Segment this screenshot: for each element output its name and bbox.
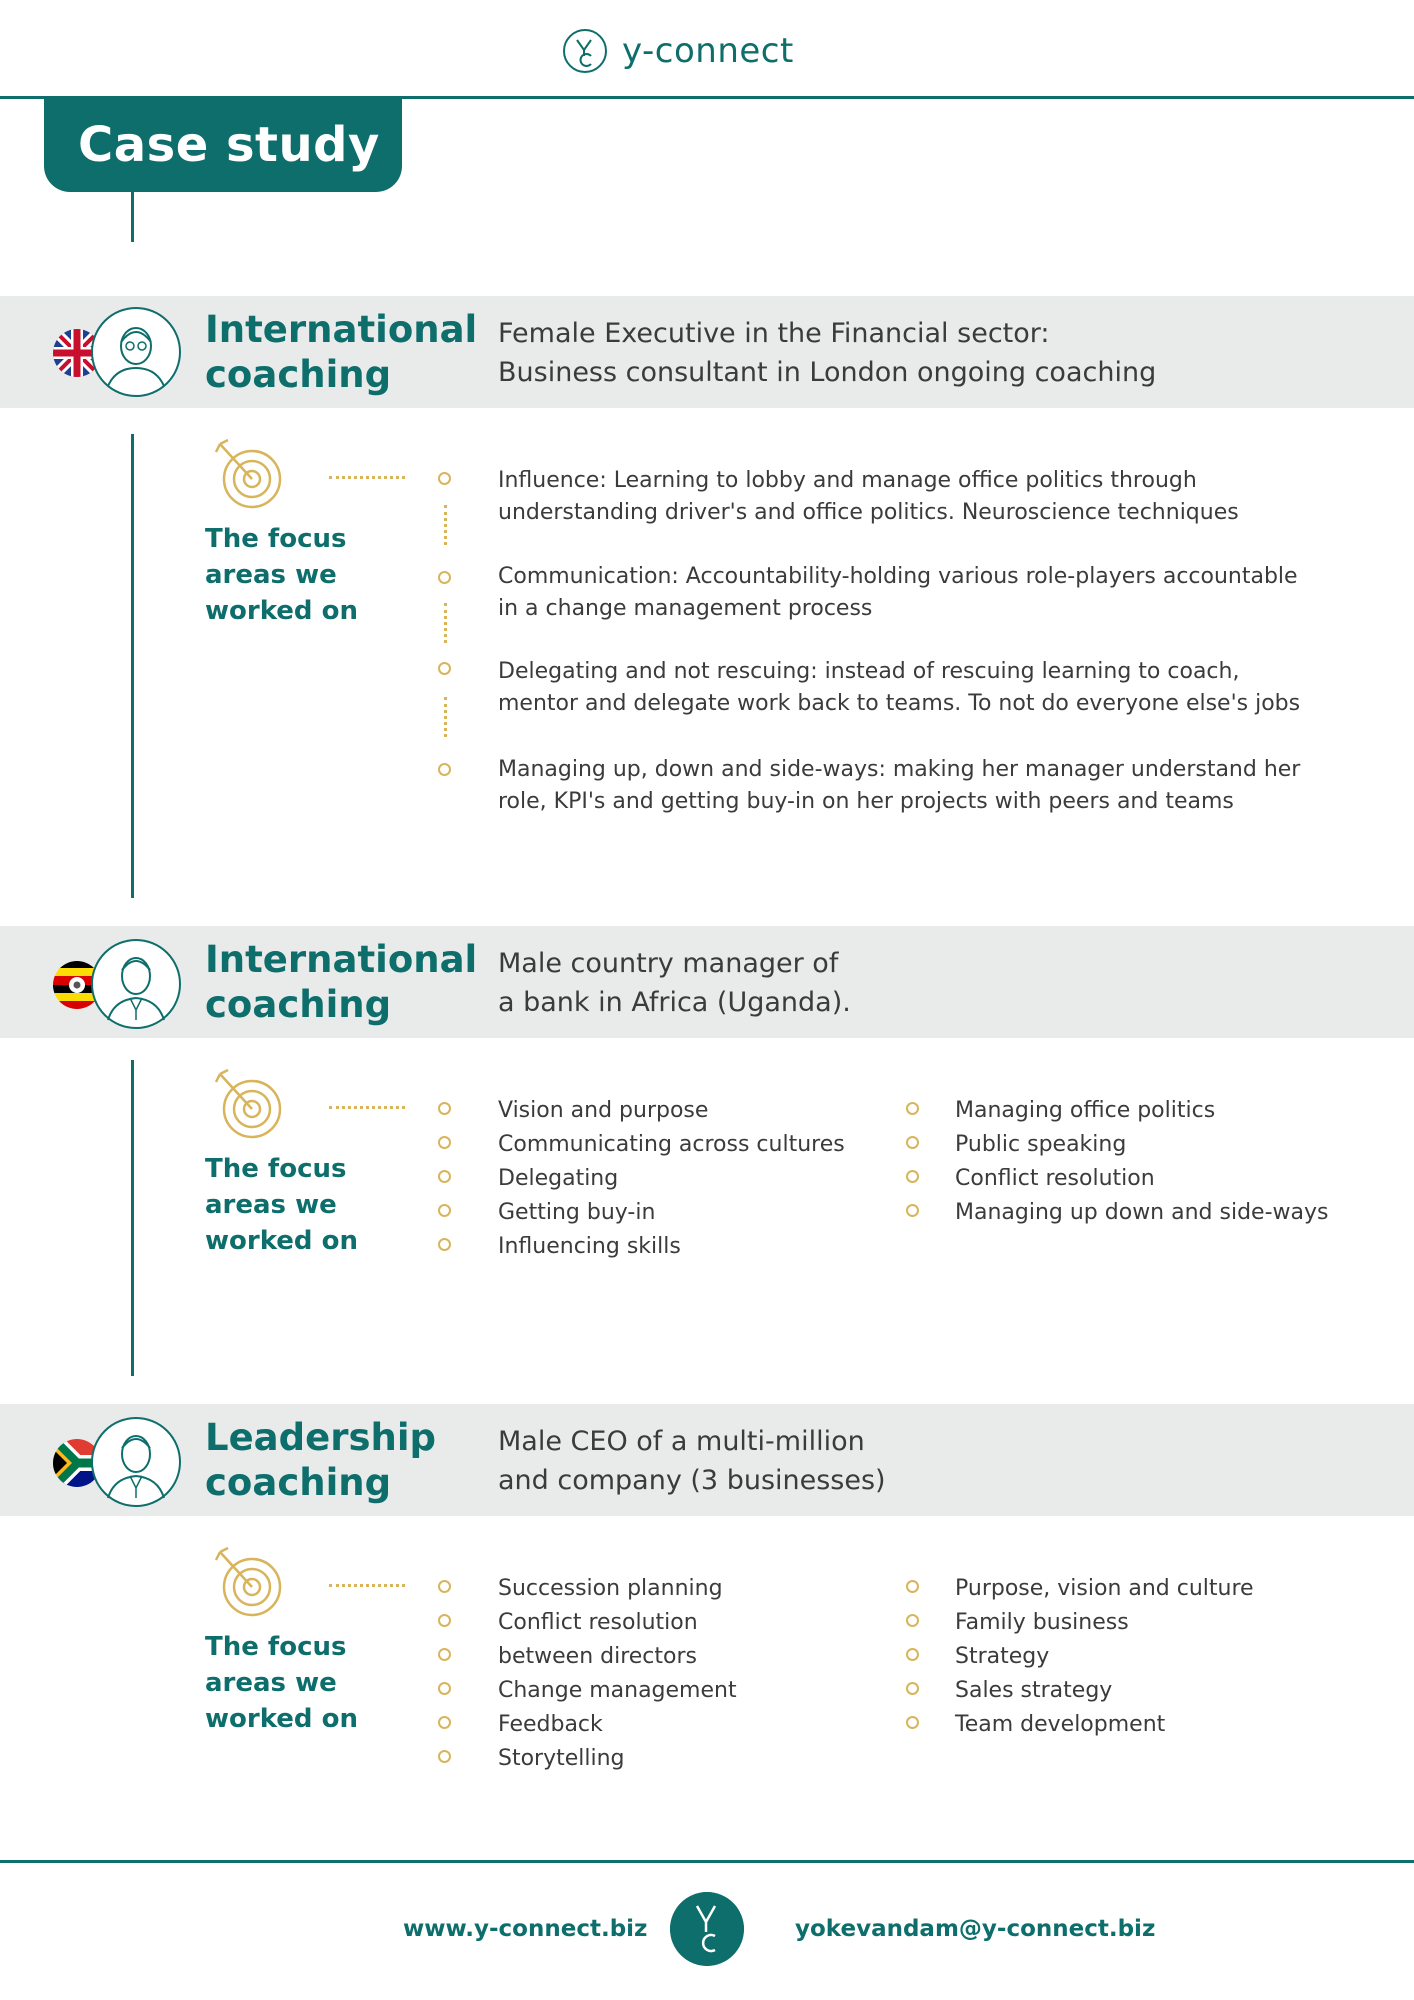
yc-monogram-icon: [670, 1892, 744, 1966]
male-avatar-icon: [90, 1416, 182, 1508]
focus-areas-label: The focus areas we worked on: [205, 1632, 358, 1734]
bullet-icon: [438, 1614, 451, 1627]
list-item: Influencing skills: [498, 1234, 681, 1259]
section-description: Male CEO of a multi-million and company (3 businesses): [498, 1426, 886, 1496]
bullet-icon: [906, 1170, 919, 1183]
dart-target-icon: [212, 1066, 292, 1146]
section-title: Leadership coaching: [205, 1416, 436, 1504]
bullet-icon: [906, 1204, 919, 1217]
section-title: International coaching: [205, 938, 478, 1026]
dotted-connector: [444, 505, 447, 545]
focus-list-right: [955, 1094, 1328, 1230]
dotted-connector: [329, 1106, 405, 1109]
case-study-title: Case study: [78, 117, 380, 173]
bullet-icon: [438, 1204, 451, 1217]
timeline-line: [131, 434, 134, 898]
bullet-icon: [438, 1716, 451, 1729]
bullet-icon: [438, 1580, 451, 1593]
list-item: Succession planning: [498, 1576, 723, 1601]
female-avatar-icon: [90, 306, 182, 398]
dotted-connector: [329, 476, 405, 479]
focus-item: Managing up, down and side-ways: making her manager understand her role, KPI's and getting buy-in on her projects with peers and teams: [498, 757, 1301, 814]
list-item: Vision and purpose: [498, 1098, 709, 1123]
list-item: Communicating across cultures: [498, 1132, 845, 1157]
timeline-connector: [131, 190, 134, 242]
section-title: International coaching: [205, 308, 478, 396]
focus-areas-label: The focus areas we worked on: [205, 1154, 358, 1256]
list-item: between directors: [498, 1644, 697, 1669]
list-item: Public speaking: [955, 1132, 1127, 1157]
dotted-connector: [329, 1584, 405, 1587]
bullet-icon: [438, 662, 451, 675]
website-link[interactable]: www.y-connect.biz: [403, 1916, 648, 1942]
list-item: Change management: [498, 1678, 737, 1703]
focus-areas-label: The focus areas we worked on: [205, 524, 358, 626]
bullet-icon: [438, 1648, 451, 1661]
list-item: Conflict resolution: [955, 1166, 1155, 1191]
list-item: Delegating: [498, 1166, 619, 1191]
list-item: Family business: [955, 1610, 1129, 1635]
list-item: Managing office politics: [955, 1098, 1216, 1123]
bullet-icon: [906, 1580, 919, 1593]
dart-target-icon: [212, 436, 292, 516]
bullet-icon: [906, 1614, 919, 1627]
bullet-icon: [438, 1750, 451, 1763]
list-item: Conflict resolution: [498, 1610, 698, 1635]
list-item: Getting buy-in: [498, 1200, 656, 1225]
bullet-icon: [438, 1170, 451, 1183]
bullet-icon: [906, 1716, 919, 1729]
list-item: Team development: [955, 1712, 1166, 1737]
bullet-icon: [438, 763, 451, 776]
bullet-icon: [438, 472, 451, 485]
dart-target-icon: [212, 1544, 292, 1624]
male-avatar-icon: [90, 938, 182, 1030]
list-item: Sales strategy: [955, 1678, 1113, 1703]
bullet-icon: [438, 1136, 451, 1149]
list-item: Strategy: [955, 1644, 1050, 1669]
bullet-icon: [906, 1136, 919, 1149]
section-description: Male country manager of a bank in Africa (Uganda).: [498, 948, 851, 1018]
focus-item: Communication: Accountability-holding various role-players accountable in a change management process: [498, 564, 1298, 621]
bullet-icon: [906, 1648, 919, 1661]
dotted-connector: [444, 603, 447, 643]
brand-name: y-connect: [622, 31, 794, 71]
focus-list-left: [498, 1572, 737, 1776]
focus-item: Delegating and not rescuing: instead of rescuing learning to coach, mentor and delegate work back to teams. To not do everyone else's jobs: [498, 659, 1301, 716]
bullet-icon: [438, 1682, 451, 1695]
bullet-icon: [906, 1682, 919, 1695]
bullet-icon: [438, 1102, 451, 1115]
list-item: Feedback: [498, 1712, 603, 1737]
email-link[interactable]: yokevandam@y-connect.biz: [795, 1916, 1156, 1942]
list-item: Purpose, vision and culture: [955, 1576, 1254, 1601]
yc-monogram-icon: [562, 28, 608, 74]
bullet-icon: [438, 1238, 451, 1251]
list-item: Storytelling: [498, 1746, 625, 1771]
dotted-connector: [444, 697, 447, 737]
section-description: Female Executive in the Financial sector: Business consultant in London ongoing coaching: [498, 318, 1157, 388]
list-item: Managing up down and side-ways: [955, 1200, 1329, 1225]
bullet-icon: [438, 571, 451, 584]
footer-divider: [0, 1860, 1414, 1863]
timeline-line: [131, 1060, 134, 1376]
focus-list-left: [498, 1094, 845, 1264]
focus-item: Influence: Learning to lobby and manage office politics through understanding driver's and office politics. Neuroscience techniques: [498, 468, 1239, 525]
header-logo: [562, 28, 794, 74]
bullet-icon: [906, 1102, 919, 1115]
case-study-badge: [44, 98, 402, 192]
focus-list-right: [955, 1572, 1254, 1742]
